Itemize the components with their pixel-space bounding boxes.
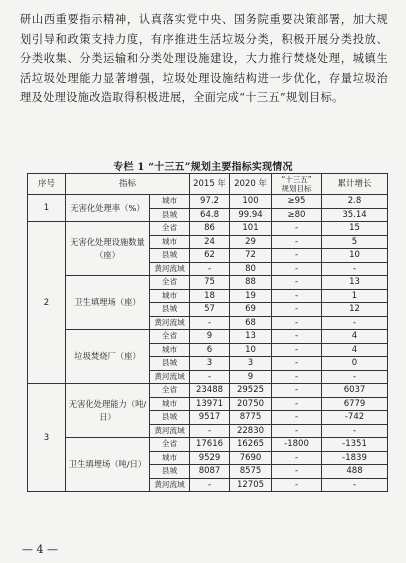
row-2015-value: 3	[190, 357, 230, 371]
table-row	[28, 222, 388, 236]
indicator-table	[27, 173, 388, 492]
row-indicator: 卫生填埋场（吨/日）	[66, 438, 150, 492]
row-2015-value: 9517	[190, 411, 230, 425]
table-title: 专栏 1 “十三五”规划主要指标实现情况	[113, 162, 293, 173]
row-2020-value: 19	[230, 289, 272, 303]
row-growth-value: -1351	[322, 438, 388, 452]
table-row	[28, 195, 388, 209]
row-2020-value: 88	[230, 276, 272, 290]
row-2015-value: 62	[190, 249, 230, 263]
row-2015-value: -	[190, 370, 230, 384]
page-number: — 4 —	[22, 543, 58, 556]
row-2015-value: 8087	[190, 465, 230, 479]
row-target-value: -	[272, 316, 322, 330]
row-sub-category: 城市	[150, 343, 190, 357]
row-growth-value: 4	[322, 343, 388, 357]
row-sub-category: 县城	[150, 465, 190, 479]
row-2015-value: 64.8	[190, 208, 230, 222]
row-growth-value: -	[322, 262, 388, 276]
row-sub-category: 黄河流域	[150, 424, 190, 438]
row-seq: 1	[28, 195, 66, 222]
row-sub-category: 城市	[150, 451, 190, 465]
row-2020-value: 20750	[230, 397, 272, 411]
row-growth-value: 6037	[322, 384, 388, 398]
row-sub-category: 县城	[150, 411, 190, 425]
row-seq: 3	[28, 384, 66, 492]
row-growth-value: -	[322, 316, 388, 330]
row-seq: 2	[28, 222, 66, 384]
row-2020-value: 8775	[230, 411, 272, 425]
table-header-row	[28, 174, 388, 195]
row-growth-value: -742	[322, 411, 388, 425]
row-sub-category: 全省	[150, 222, 190, 236]
row-2020-value: 100	[230, 195, 272, 209]
row-2020-value: 69	[230, 303, 272, 317]
row-2015-value: 75	[190, 276, 230, 290]
row-2020-value: 10	[230, 343, 272, 357]
row-indicator: 卫生填埋场（座）	[66, 276, 150, 330]
row-growth-value: -	[322, 424, 388, 438]
row-growth-value: 0	[322, 357, 388, 371]
table-row	[28, 276, 388, 290]
row-sub-category: 黄河流域	[150, 316, 190, 330]
row-2015-value: -	[190, 478, 230, 492]
header-growth: 累计增长	[322, 174, 388, 195]
row-target-value: -	[272, 451, 322, 465]
row-target-value: -	[272, 343, 322, 357]
row-2015-value: -	[190, 262, 230, 276]
row-growth-value: 12	[322, 303, 388, 317]
row-sub-category: 县城	[150, 249, 190, 263]
header-target	[272, 174, 322, 195]
row-sub-category: 全省	[150, 438, 190, 452]
row-sub-category: 县城	[150, 303, 190, 317]
row-growth-value: 10	[322, 249, 388, 263]
header-target-line2: 规划目标	[281, 184, 312, 193]
row-target-value: -1800	[272, 438, 322, 452]
row-growth-value: 1	[322, 289, 388, 303]
row-2020-value: 68	[230, 316, 272, 330]
row-2020-value: 12705	[230, 478, 272, 492]
row-sub-category: 城市	[150, 397, 190, 411]
row-growth-value: 488	[322, 465, 388, 479]
row-target-value: -	[272, 289, 322, 303]
row-sub-category: 县城	[150, 208, 190, 222]
row-growth-value: 35.14	[322, 208, 388, 222]
row-target-value: -	[272, 465, 322, 479]
row-growth-value: -	[322, 370, 388, 384]
row-2015-value: 86	[190, 222, 230, 236]
row-target-value: -	[272, 276, 322, 290]
row-2020-value: 22830	[230, 424, 272, 438]
row-2020-value: 80	[230, 262, 272, 276]
header-indicator: 指标	[66, 174, 190, 195]
row-sub-category: 县城	[150, 357, 190, 371]
body-paragraph: 研山西重要指示精神，认真落实党中央、国务院重要决策部署，加大规划引导和政策支持力度，有序推进生活垃圾分类，积极开展分类投放、分类收集、分类运输和分类处理设施建设，大力推行焚烧处理，城镇生活垃圾处理能力显著增强，垃圾处理设施结构进一步优化，存量垃圾治理及处理设施改造取得积极进展，全面完成“十三五”规划目标。	[20, 13, 388, 105]
row-sub-category: 城市	[150, 235, 190, 249]
row-target-value: -	[272, 411, 322, 425]
row-target-value: -	[272, 357, 322, 371]
row-target-value: -	[272, 222, 322, 236]
row-2020-value: 16265	[230, 438, 272, 452]
row-2015-value: 57	[190, 303, 230, 317]
row-2015-value: -	[190, 316, 230, 330]
row-growth-value: 2.8	[322, 195, 388, 209]
row-2020-value: 9	[230, 370, 272, 384]
row-target-value: -	[272, 249, 322, 263]
header-2020: 2020 年	[230, 174, 272, 195]
row-2015-value: -	[190, 424, 230, 438]
row-growth-value: -1839	[322, 451, 388, 465]
row-target-value: -	[272, 330, 322, 344]
row-2015-value: 9	[190, 330, 230, 344]
row-target-value: -	[272, 384, 322, 398]
row-sub-category: 全省	[150, 330, 190, 344]
header-seq: 序号	[28, 174, 66, 195]
row-sub-category: 黄河流域	[150, 262, 190, 276]
row-target-value: -	[272, 424, 322, 438]
row-2015-value: 97.2	[190, 195, 230, 209]
row-indicator: 无害化处理能力（吨/日）	[66, 384, 150, 438]
row-indicator: 无害化处理设施数量（座）	[66, 222, 150, 276]
row-target-value: ≥95	[272, 195, 322, 209]
header-target-line1: “十三五”	[281, 175, 312, 184]
row-sub-category: 城市	[150, 289, 190, 303]
row-target-value: ≥80	[272, 208, 322, 222]
row-target-value: -	[272, 370, 322, 384]
row-growth-value: 15	[322, 222, 388, 236]
row-target-value: -	[272, 262, 322, 276]
row-2015-value: 18	[190, 289, 230, 303]
row-sub-category: 黄河流域	[150, 478, 190, 492]
row-2020-value: 3	[230, 357, 272, 371]
row-2020-value: 101	[230, 222, 272, 236]
row-2020-value: 8575	[230, 465, 272, 479]
row-growth-value: 5	[322, 235, 388, 249]
row-growth-value: 4	[322, 330, 388, 344]
row-target-value: -	[272, 478, 322, 492]
row-growth-value: 6779	[322, 397, 388, 411]
row-sub-category: 全省	[150, 384, 190, 398]
row-target-value: -	[272, 397, 322, 411]
row-growth-value: -	[322, 478, 388, 492]
row-2015-value: 17616	[190, 438, 230, 452]
row-2020-value: 29525	[230, 384, 272, 398]
table-row	[28, 384, 388, 398]
row-2020-value: 29	[230, 235, 272, 249]
row-2020-value: 72	[230, 249, 272, 263]
table-row	[28, 438, 388, 452]
row-2015-value: 24	[190, 235, 230, 249]
row-sub-category: 全省	[150, 276, 190, 290]
row-2020-value: 7690	[230, 451, 272, 465]
row-indicator: 无害化处理率（%）	[66, 195, 150, 222]
header-2015: 2015 年	[190, 174, 230, 195]
row-2015-value: 6	[190, 343, 230, 357]
row-sub-category: 城市	[150, 195, 190, 209]
row-2020-value: 13	[230, 330, 272, 344]
row-2020-value: 99.94	[230, 208, 272, 222]
row-sub-category: 黄河流域	[150, 370, 190, 384]
row-2015-value: 13971	[190, 397, 230, 411]
row-2015-value: 9529	[190, 451, 230, 465]
table-row	[28, 330, 388, 344]
row-indicator: 垃圾焚烧厂（座）	[66, 330, 150, 384]
row-2015-value: 23488	[190, 384, 230, 398]
row-growth-value: 13	[322, 276, 388, 290]
row-target-value: -	[272, 235, 322, 249]
row-target-value: -	[272, 303, 322, 317]
